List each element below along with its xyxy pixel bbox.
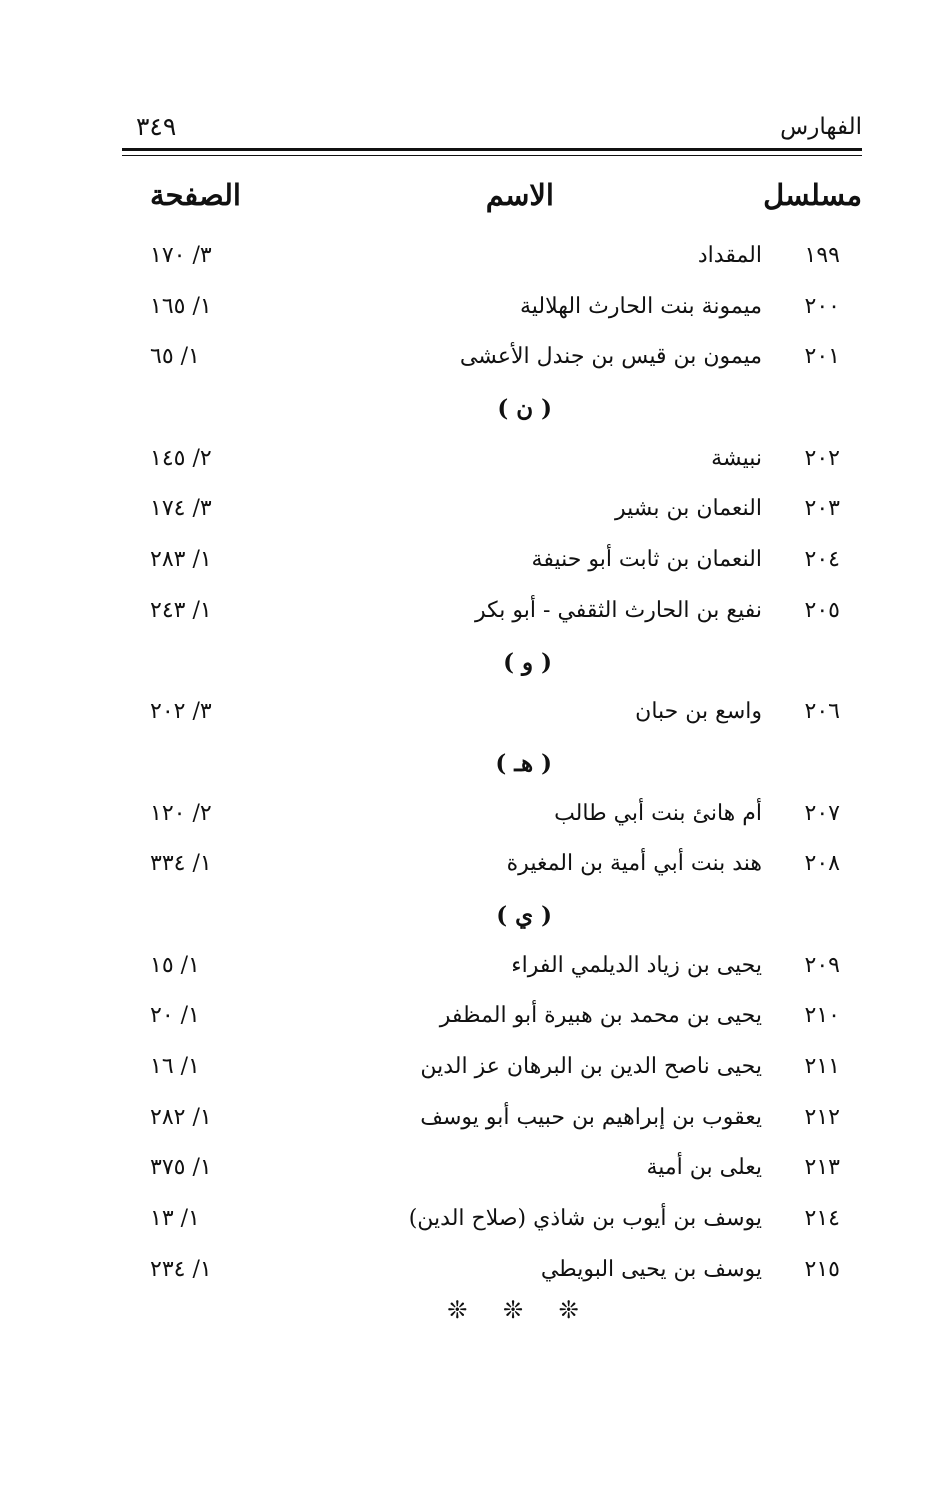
header-title: الفهارس bbox=[780, 114, 862, 140]
row-page-ref: ١/ ٢٣٤ bbox=[150, 1256, 212, 1282]
row-name: نفيع بن الحارث الثقفي - أبو بكر bbox=[475, 597, 762, 623]
header-rule-thin bbox=[122, 155, 862, 156]
index-row bbox=[122, 1095, 862, 1146]
index-row bbox=[122, 993, 862, 1044]
row-page-ref: ١/ ٣٣٤ bbox=[150, 851, 212, 877]
index-column-headers bbox=[122, 178, 862, 224]
index-row bbox=[122, 841, 862, 892]
column-header-name: الاسم bbox=[485, 178, 554, 212]
letter-heading-row bbox=[122, 892, 862, 943]
index-row bbox=[122, 233, 862, 284]
index-row bbox=[122, 334, 862, 385]
row-name: يوسف بن أيوب بن شاذي (صلاح الدين) bbox=[408, 1206, 762, 1232]
row-serial: ٢٠٨ bbox=[804, 851, 840, 877]
row-serial: ٢١٣ bbox=[804, 1155, 840, 1181]
letter-heading-row bbox=[122, 385, 862, 436]
index-row bbox=[122, 1044, 862, 1095]
column-header-serial: مسلسل bbox=[763, 178, 862, 212]
row-page-ref: ٣/ ١٧٠ bbox=[150, 243, 212, 268]
column-header-page: الصفحة bbox=[150, 178, 241, 212]
row-page-ref: ٣/ ١٧٤ bbox=[150, 496, 212, 522]
row-serial: ٢١١ bbox=[804, 1054, 840, 1079]
row-name: ميمونة بنت الحارث الهلالية bbox=[519, 293, 762, 319]
index-row bbox=[122, 537, 862, 588]
letter-heading: ( و ) bbox=[503, 648, 552, 676]
row-name: يوسف بن يحيى البويطي bbox=[540, 1256, 762, 1282]
row-page-ref: ٣/ ٢٠٢ bbox=[150, 699, 212, 725]
row-name: أم هانئ بنت أبي طالب bbox=[554, 800, 762, 826]
row-name: النعمان بن بشير bbox=[614, 496, 762, 522]
row-name: يحيى بن محمد بن هبيرة أبو المظفر bbox=[439, 1003, 762, 1029]
row-page-ref: ١/ ١٥ bbox=[150, 952, 200, 978]
running-header bbox=[122, 112, 862, 148]
index-row bbox=[122, 1196, 862, 1247]
row-serial: ٢٠٦ bbox=[804, 699, 840, 725]
row-name: النعمان بن ثابت أبو حنيفة bbox=[531, 547, 762, 573]
letter-heading: ( ن ) bbox=[497, 395, 552, 423]
row-page-ref: ٢/ ١٤٥ bbox=[150, 445, 212, 471]
row-serial: ٢١٠ bbox=[804, 1003, 840, 1029]
row-serial: ٢١٥ bbox=[804, 1256, 840, 1282]
letter-heading-row bbox=[122, 740, 862, 791]
row-name: يعلى بن أمية bbox=[646, 1155, 762, 1181]
index-row bbox=[122, 943, 862, 994]
index-row bbox=[122, 1247, 862, 1298]
index-row bbox=[122, 436, 862, 487]
row-serial: ٢٠٤ bbox=[804, 547, 840, 573]
index-table bbox=[122, 233, 862, 1297]
row-serial: ٢١٢ bbox=[804, 1104, 840, 1130]
letter-heading: ( ي ) bbox=[496, 901, 552, 929]
row-page-ref: ١/ ٢٨٢ bbox=[150, 1104, 212, 1130]
row-name: ميمون بن قيس بن جندل الأعشى bbox=[459, 344, 762, 370]
row-serial: ٢٠٠ bbox=[804, 293, 840, 319]
index-row bbox=[122, 689, 862, 740]
row-name: يحيى بن زياد الديلمي الفراء bbox=[511, 952, 762, 978]
row-page-ref: ١/ ٢٤٣ bbox=[150, 597, 212, 623]
row-serial: ٢٠٥ bbox=[804, 597, 840, 623]
end-ornament: ❊ ❊ ❊ bbox=[447, 1296, 593, 1324]
index-row bbox=[122, 284, 862, 335]
row-name: نبيشة bbox=[711, 445, 762, 471]
row-serial: ٢٠٩ bbox=[804, 952, 840, 978]
row-name: المقداد bbox=[697, 243, 762, 268]
index-row bbox=[122, 486, 862, 537]
row-serial: ٢٠٣ bbox=[804, 496, 840, 522]
row-page-ref: ١/ ٣٧٥ bbox=[150, 1155, 212, 1181]
row-page-ref: ١/ ٦٥ bbox=[150, 344, 200, 370]
row-page-ref: ١/ ٢٨٣ bbox=[150, 547, 212, 573]
row-page-ref: ٢/ ١٢٠ bbox=[150, 800, 212, 826]
row-page-ref: ١/ ١٦ bbox=[150, 1054, 200, 1079]
page-number: ٣٤٩ bbox=[136, 112, 177, 141]
header-rule-thick bbox=[122, 148, 862, 151]
row-page-ref: ١/ ١٣ bbox=[150, 1206, 200, 1232]
row-name: هند بنت أبي أمية بن المغيرة bbox=[506, 851, 762, 877]
row-serial: ١٩٩ bbox=[804, 243, 840, 268]
row-serial: ٢١٤ bbox=[804, 1206, 840, 1232]
row-serial: ٢٠٧ bbox=[804, 800, 840, 826]
index-row bbox=[122, 588, 862, 639]
row-name: يعقوب بن إبراهيم بن حبيب أبو يوسف bbox=[420, 1104, 762, 1130]
row-page-ref: ١/ ٢٠ bbox=[150, 1003, 200, 1029]
row-serial: ٢٠٢ bbox=[804, 445, 840, 471]
row-name: واسع بن حبان bbox=[635, 699, 762, 725]
row-page-ref: ١/ ١٦٥ bbox=[150, 293, 212, 319]
index-row bbox=[122, 791, 862, 842]
row-name: يحيى ناصح الدين بن البرهان عز الدين bbox=[420, 1054, 762, 1079]
letter-heading: ( هـ ) bbox=[495, 749, 552, 777]
row-serial: ٢٠١ bbox=[804, 344, 840, 370]
index-row bbox=[122, 1145, 862, 1196]
letter-heading-row bbox=[122, 639, 862, 690]
